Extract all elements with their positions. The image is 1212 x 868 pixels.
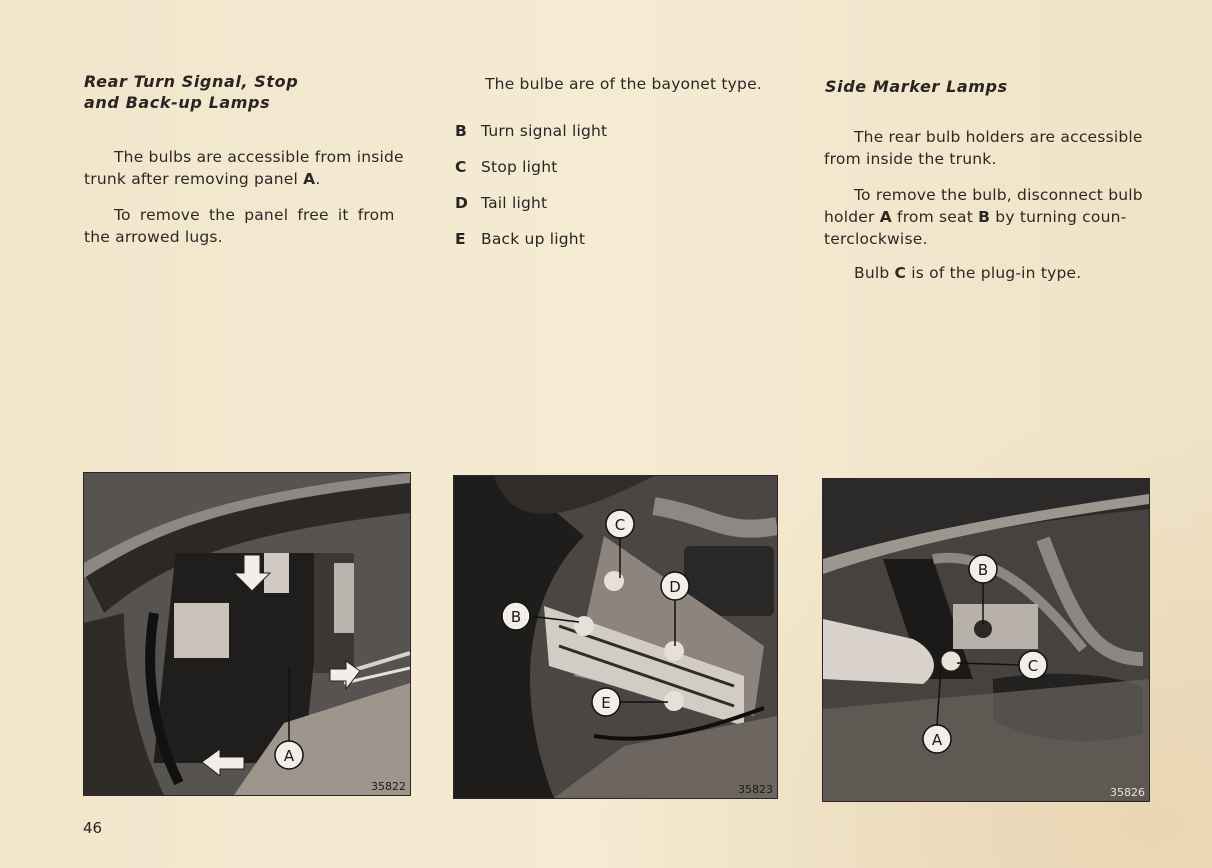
callout-label: D	[669, 578, 681, 596]
section-heading-side-marker: Side Marker Lamps	[825, 77, 1008, 96]
paragraph-remove-bulb	[824, 184, 1164, 250]
paragraph-remove-panel	[84, 204, 424, 248]
text-line: holder A from seat B by turning coun-	[824, 208, 1127, 226]
text-line: To remove the bulb, disconnect bulb	[854, 186, 1143, 204]
callout-label: C	[614, 516, 626, 534]
text-line: the arrowed lugs.	[84, 228, 223, 246]
photo-lamp-holder	[453, 475, 778, 799]
legend-item-back-up: E Back up light	[455, 230, 586, 248]
side-marker-illustration	[823, 479, 1149, 801]
text-line: terclockwise.	[824, 230, 928, 248]
text-line: The rear bulb holders are accessible	[854, 128, 1143, 146]
figure-number: 35823	[738, 783, 773, 796]
photo-side-marker	[822, 478, 1150, 802]
callout-label: C	[1027, 657, 1039, 675]
paragraph-holders-access	[824, 126, 1164, 170]
photo-trunk-panel	[83, 472, 411, 796]
callout-label: B	[510, 608, 522, 626]
paragraph-plug-in: Bulb C is of the plug-in type.	[854, 264, 1082, 282]
text-line: The bulbs are accessible from inside	[114, 148, 404, 166]
bulb-type-note: The bulbe are of the bayonet type.	[485, 75, 762, 93]
figure-number: 35822	[371, 780, 406, 793]
heading-line-2: and Back-up Lamps	[84, 93, 271, 112]
figure-number: 35826	[1110, 786, 1145, 799]
lamp-holder-illustration	[454, 476, 777, 798]
section-heading-rear-lamps	[84, 71, 298, 113]
heading-line-1: Rear Turn Signal, Stop	[84, 72, 299, 91]
text-line: from inside the trunk.	[824, 150, 997, 168]
trunk-panel-illustration	[84, 473, 410, 795]
callout-label: A	[931, 731, 943, 749]
page-number: 46	[83, 819, 103, 837]
callout-label: A	[283, 747, 295, 765]
paragraph-bulbs-access	[84, 146, 424, 190]
text-line: To remove the panel free it from	[114, 206, 395, 224]
text-line: trunk after removing panel A.	[84, 170, 321, 188]
legend-item-stop: C Stop light	[455, 158, 558, 176]
legend-item-tail: D Tail light	[455, 194, 548, 212]
callout-label: B	[977, 561, 989, 579]
callout-label: E	[601, 694, 611, 712]
legend-item-turn-signal: B Turn signal light	[455, 122, 608, 140]
